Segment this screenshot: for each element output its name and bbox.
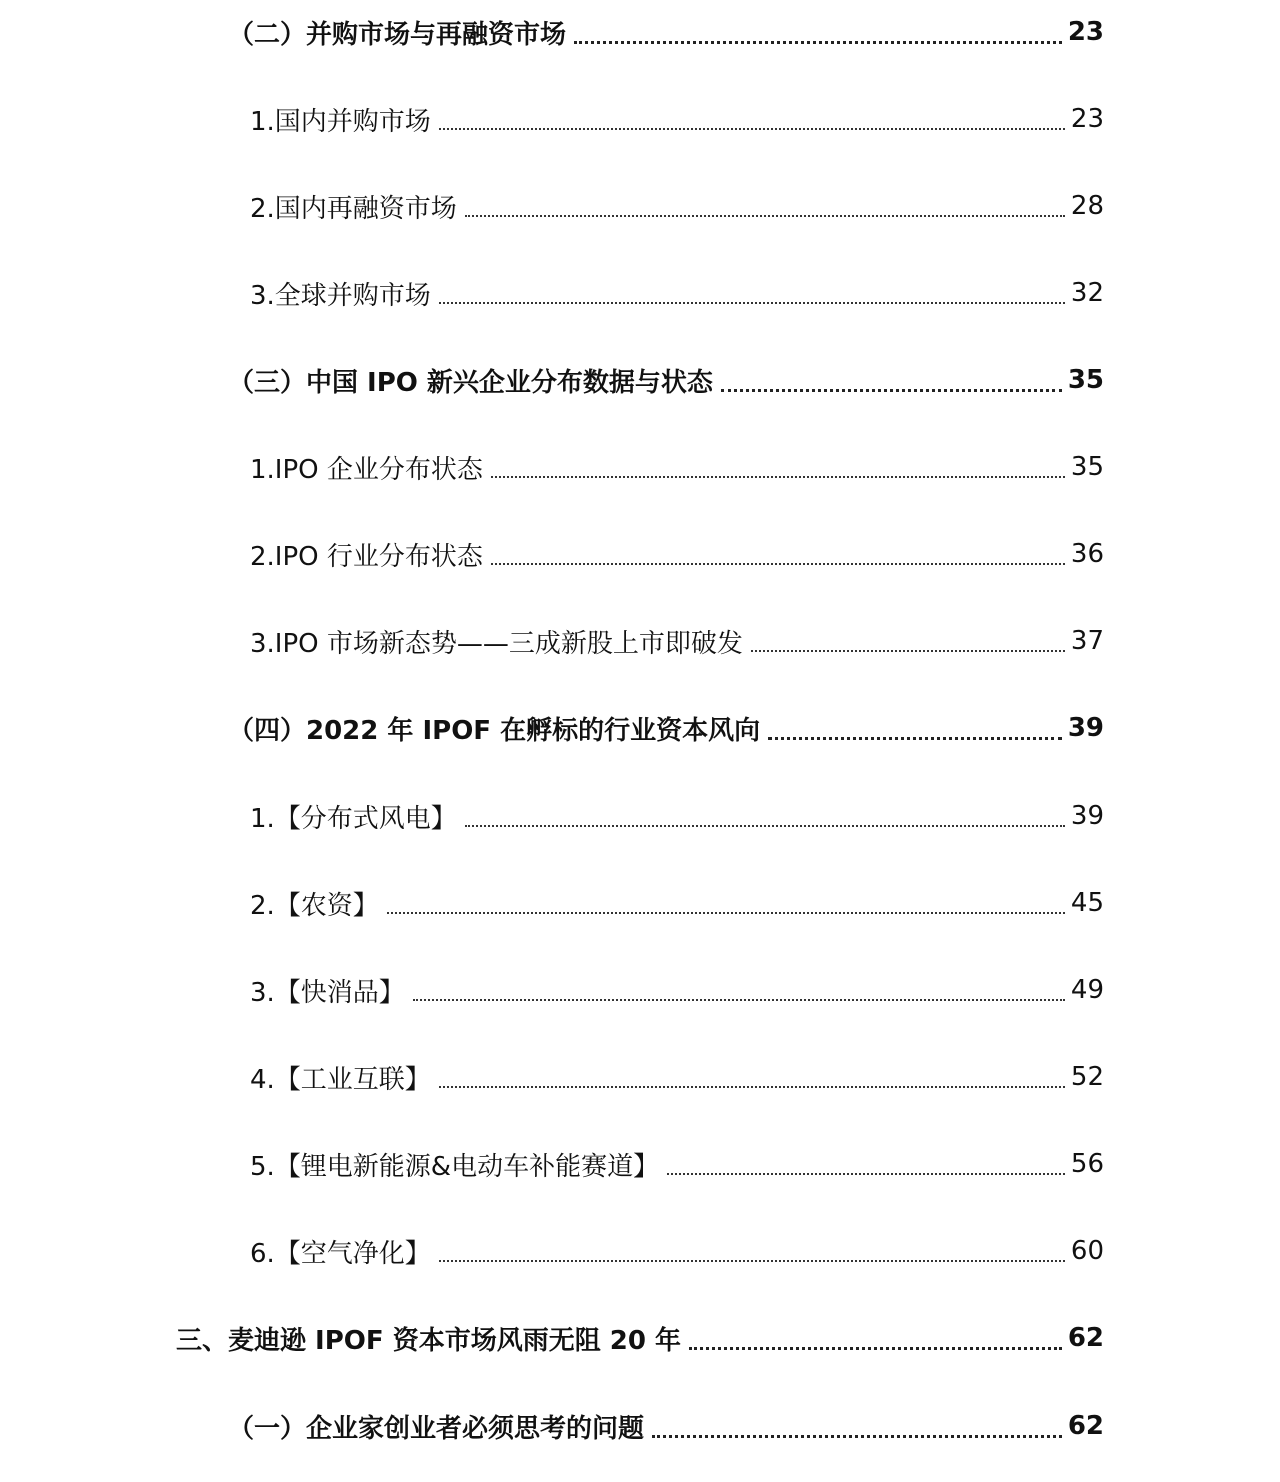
toc-entry[interactable] [250, 97, 1104, 141]
toc-entry-page: 37 [1070, 626, 1104, 656]
toc-entry-page: 39 [1067, 713, 1104, 743]
toc-entry-title: 3.IPO 市场新态势——三成新股上市即破发 [250, 628, 743, 659]
dot-leader [491, 563, 1065, 565]
dot-leader [439, 1260, 1065, 1262]
toc-entry-title: 1.【分布式风电】 [250, 803, 457, 834]
toc-entry[interactable] [176, 1316, 1104, 1360]
toc-entry-page: 52 [1070, 1062, 1104, 1092]
toc-entry-page: 45 [1070, 888, 1104, 918]
dot-leader [439, 128, 1065, 130]
toc-entry-title: 三、麦迪逊 IPOF 资本市场风雨无阻 20 年 [176, 1325, 681, 1356]
toc-entry-title: 2.国内再融资市场 [250, 193, 457, 224]
dot-leader [413, 999, 1065, 1001]
toc-entry-title: （二）并购市场与再融资市场 [228, 19, 567, 50]
toc-entry-page: 56 [1070, 1149, 1104, 1179]
dot-leader [465, 215, 1065, 217]
dot-leader [574, 41, 1062, 44]
dot-leader [439, 302, 1065, 304]
toc-entry-page: 49 [1070, 975, 1104, 1005]
toc-entry[interactable] [250, 184, 1104, 228]
toc-entry-title: 1.国内并购市场 [250, 106, 431, 137]
toc-entry[interactable] [250, 881, 1104, 925]
dot-leader [768, 737, 1062, 740]
toc-entry-page: 35 [1070, 452, 1104, 482]
toc-entry-page: 32 [1070, 278, 1104, 308]
toc-entry-page: 28 [1070, 191, 1104, 221]
toc-entry-page: 36 [1070, 539, 1104, 569]
toc-entry[interactable] [228, 706, 1104, 750]
toc-entry[interactable] [250, 794, 1104, 838]
toc-entry-title: 3.全球并购市场 [250, 280, 431, 311]
toc-entry-title: 2.【农资】 [250, 890, 379, 921]
toc-entry-title: 5.【锂电新能源&电动车补能赛道】 [250, 1151, 660, 1182]
toc-entry-title: 2.IPO 行业分布状态 [250, 541, 483, 572]
toc-entry[interactable] [250, 1142, 1104, 1186]
toc-entry-page: 35 [1067, 365, 1104, 395]
toc-entry-page: 62 [1067, 1411, 1104, 1441]
toc-entry-page: 23 [1067, 17, 1104, 47]
dot-leader [491, 476, 1065, 478]
toc-entry-title: 4.【工业互联】 [250, 1064, 431, 1095]
toc-entry[interactable] [250, 619, 1104, 663]
toc-entry-title: （三）中国 IPO 新兴企业分布数据与状态 [228, 367, 713, 398]
dot-leader [751, 650, 1065, 652]
toc-entry[interactable] [250, 271, 1104, 315]
dot-leader [465, 825, 1065, 827]
toc-entry[interactable] [250, 968, 1104, 1012]
dot-leader [387, 912, 1065, 914]
toc-entry-title: （四）2022 年 IPOF 在孵标的行业资本风向 [228, 715, 761, 746]
toc-entry[interactable] [250, 1055, 1104, 1099]
toc-entry[interactable] [228, 10, 1104, 54]
toc-entry-title: 1.IPO 企业分布状态 [250, 454, 483, 485]
dot-leader [721, 389, 1062, 392]
toc-entry-title: （一）企业家创业者必须思考的问题 [228, 1413, 645, 1444]
toc-entry[interactable] [250, 445, 1104, 489]
toc-entry[interactable] [228, 1404, 1104, 1448]
dot-leader [439, 1086, 1065, 1088]
toc-entry[interactable] [250, 532, 1104, 576]
toc-entry-page: 39 [1070, 801, 1104, 831]
dot-leader [689, 1347, 1062, 1350]
dot-leader [667, 1173, 1065, 1175]
dot-leader [652, 1435, 1062, 1438]
toc-entry[interactable] [250, 1229, 1104, 1273]
toc-entry[interactable] [228, 358, 1104, 402]
toc-entry-title: 6.【空气净化】 [250, 1238, 431, 1269]
toc-entry-page: 62 [1067, 1323, 1104, 1353]
toc-entry-title: 3.【快消品】 [250, 977, 405, 1008]
toc-entry-page: 60 [1070, 1236, 1104, 1266]
toc-entry-page: 23 [1070, 104, 1104, 134]
